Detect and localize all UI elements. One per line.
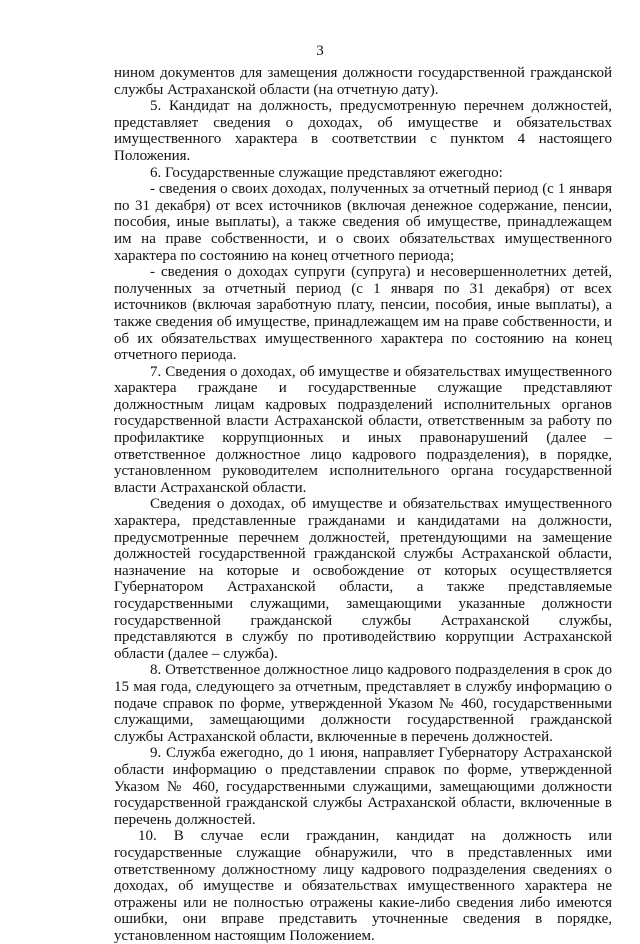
- paragraph-6: 6. Государственные служащие представляют ежегодно:: [150, 164, 503, 181]
- paragraph-7-continued: Сведения о доходах, об имуществе и обязательствах имущественного характера, представленные гражданами и кандидатами на должности, предусмотренные перечнем должностей, претендующими на замещение должностей государственной гражданской службы Астраханской области, назначение на которые и освобождение от которых осуществляется Губернатором Астраханской области, а также представляемые государственными служащими, замещающими указанные должности государственной гражданской службы Астраханской службы, представляются в службу по противодействию коррупции Астраханской области (далее – служба).: [114, 496, 612, 662]
- paragraph-6-item-family-income: - сведения о доходах супруги (супруга) и несовершеннолетних детей, полученных за отчетный период (с 1 января по 31 декабря) от всех источников (включая заработную плату, пенсии, пособия, иные выплаты), а также сведения об имуществе, принадлежащем им на праве собственности, и об их обязательствах имущественного характера по состоянию на конец отчетного периода.: [114, 264, 612, 364]
- paragraph-7: 7. Сведения о доходах, об имуществе и обязательствах имущественного характера граждане и государственные служащие представляют должностным лицам кадровых подразделений исполнительных органов государственной власти Астраханской области, ответственным за работу по профилактике коррупционных и иных правонарушений (далее – ответственное должностное лицо кадрового подразделения), в порядке, установленном руководителем исполнительного органа государственной власти Астраханской области.: [114, 363, 612, 496]
- paragraph-8: 8. Ответственное должностное лицо кадрового подразделения в срок до 15 мая года, следующего за отчетным, представляет в службу информацию о подаче справок по форме, утвержденной Указом № 460, государственными служащими, замещающими должности государственной гражданской службы Астраханской области, включенные в перечень должностей.: [114, 662, 612, 745]
- paragraph-10: 10. В случае если гражданин, кандидат на должность или государственные служащие обнаружили, что в представленных ими ответственному должностному лицу кадрового подразделения сведениях о доходах, об имуществе и обязательствах имущественного характера не отражены или не полностью отражены какие-либо сведения либо имеются ошибки, они вправе представить уточненные сведения в порядке, установленном настоящим Положением.: [114, 828, 612, 944]
- document-body: [114, 65, 612, 944]
- page-number: 3: [316, 43, 324, 59]
- paragraph-9: 9. Служба ежегодно, до 1 июня, направляет Губернатору Астраханской области информацию о представлении справок по форме, утвержденной Указом № 460, государственными служащими, замещающими должности государственной гражданской службы Астраханской области, включенные в перечень должностей.: [114, 745, 612, 828]
- paragraph-6-item-own-income: - сведения о своих доходах, полученных за отчетный период (с 1 января по 31 декабря) от всех источников (включая денежное содержание, пенсии, пособия, иные выплаты), а также сведения об имуществе, принадлежащем им на праве собственности, и о своих обязательствах имущественного характера по состоянию на конец отчетного периода;: [114, 181, 612, 264]
- paragraph-5: 5. Кандидат на должность, предусмотренную перечнем должностей, представляет сведения о доходах, об имуществе и обязательствах имущественного характера в соответствии с пунктом 4 настоящего Положения.: [114, 98, 612, 164]
- paragraph-continuation: нином документов для замещения должности государственной гражданской службы Астраханской области (на отчетную дату).: [114, 65, 612, 98]
